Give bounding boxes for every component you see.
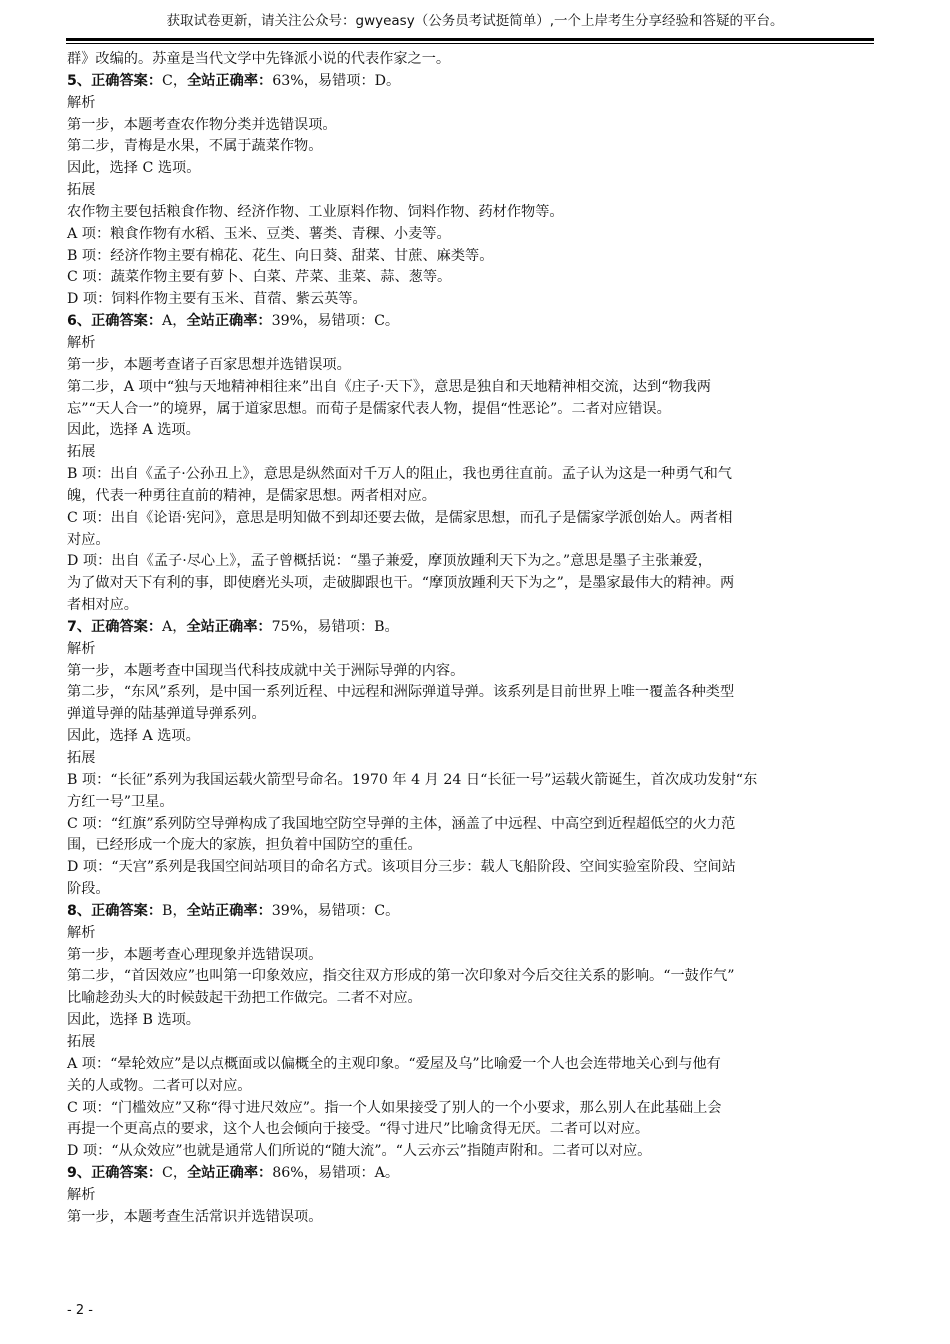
text-line: 方红一号”卫星。 — [67, 793, 174, 810]
text-line: D 项：“天宫”系列是我国空间站项目的命名方式。该项目分三步：载人飞船阶段、空间实验室阶段、空间站 — [67, 859, 736, 876]
accuracy-value: 39%，易错项：C。 — [271, 902, 400, 919]
text-line: 因此，选择 A 选项。 — [67, 728, 200, 745]
text-line: B 项：经济作物主要有棉花、花生、向日葵、甜菜、甘蔗、麻类等。 — [67, 247, 494, 264]
page-header: 获取试卷更新，请关注公众号：gwyeasy（公务员考试挺简单）,一个上岸考生分享经验和答疑的平台。 — [166, 13, 784, 29]
text-line: 第二步，A 项中“独与天地精神相往来”出自《庄子·天下》，意思是独自和天地精神相交流，达到“物我两 — [67, 378, 711, 395]
accuracy-value: 86%，易错项：A。 — [272, 1165, 400, 1182]
text-line: 第二步，青梅是水果，不属于蔬菜作物。 — [67, 138, 323, 155]
text-line: C 项：“门槛效应”又称“得寸进尺效应”。指一个人如果接受了别人的一个小要求，那么别人在此基础上会 — [67, 1099, 722, 1116]
answer-value: A， — [162, 618, 187, 635]
text-line: 对应。 — [67, 531, 110, 548]
answer-line — [67, 901, 875, 923]
text-line: 忘”“天人合一”的境界，属于道家思想。而荀子是儒家代表人物，提倡“性恶论”。二者对应错误。 — [67, 400, 671, 417]
question-number: 7 — [67, 618, 77, 635]
text-line: 比喻趁劲头大的时候鼓起干劲把工作做完。二者不对应。 — [67, 990, 422, 1007]
text-line: 再提一个更高点的要求，这个人也会倾向于接受。“得寸进尺”比喻贪得无厌。二者可以对应。 — [67, 1121, 650, 1138]
text-line: 为了做对天下有利的事，即使磨光头项，走破脚跟也干。“摩顶放踵利天下为之”，是墨家最伟大的精神。两 — [67, 575, 735, 592]
text-line: 阶段。 — [67, 881, 110, 898]
accuracy-value: 39%，易错项：C。 — [271, 313, 400, 330]
text-line: 拓展 — [67, 182, 96, 199]
text-line: 农作物主要包括粮食作物、经济作物、工业原料作物、饲料作物、药材作物等。 — [67, 203, 564, 220]
text-line: 者相对应。 — [67, 597, 138, 614]
accuracy-label: 全站正确率： — [186, 618, 272, 635]
text-line: 拓展 — [67, 444, 96, 461]
text-line: 解析 — [67, 1186, 96, 1203]
text-line: 第二步，“东风”系列，是中国一系列近程、中远程和洲际弹道导弹。该系列是目前世界上唯一覆盖各种类型 — [67, 684, 735, 701]
page-number: - 2 - — [67, 1303, 93, 1318]
text-line: 解析 — [67, 334, 96, 351]
text-line: 第一步，本题考查中国现当代科技成就中关于洲际导弹的内容。 — [67, 662, 465, 679]
question-number: 5 — [67, 72, 77, 89]
answer-value: A， — [162, 313, 187, 330]
text-line: 因此，选择 B 选项。 — [67, 1012, 200, 1029]
header-rule-thick — [66, 38, 874, 41]
answer-line — [67, 71, 875, 93]
text-line: D 项：饲料作物主要有玉米、苜蓿、紫云英等。 — [67, 291, 367, 308]
text-line: 第一步，本题考查诸子百家思想并选错误项。 — [67, 356, 351, 373]
text-line: A 项：“晕轮效应”是以点概面或以偏概全的主观印象。“爱屋及乌”比喻爱一个人也会连带地关心到与他有 — [67, 1055, 721, 1072]
accuracy-label: 全站正确率： — [187, 72, 273, 89]
answer-value: C， — [162, 1165, 188, 1182]
text-line: 解析 — [67, 94, 96, 111]
answer-label: 、正确答案： — [76, 618, 163, 635]
text-line: 关的人或物。二者可以对应。 — [67, 1077, 252, 1094]
text-line: C 项：蔬菜作物主要有萝卜、白菜、芹菜、韭菜、蒜、葱等。 — [67, 269, 452, 286]
text-line: 魄，代表一种勇往直前的精神，是儒家思想。两者相对应。 — [67, 487, 436, 504]
accuracy-label: 全站正确率： — [186, 902, 272, 919]
text-line: C 项：出自《论语·宪问》，意思是明知做不到却还要去做，是儒家思想，而孔子是儒家学派创始人。两者相 — [67, 509, 733, 526]
answer-label: 、正确答案： — [76, 72, 163, 89]
text-line: 解析 — [67, 924, 96, 941]
text-line: 因此，选择 C 选项。 — [67, 160, 201, 177]
text-line: A 项：粮食作物有水稻、玉米、豆类、薯类、青稞、小麦等。 — [67, 225, 451, 242]
text-line: 第一步，本题考查农作物分类并选错误项。 — [67, 116, 337, 133]
text-line: 围，已经形成一个庞大的家族，担负着中国防空的重任。 — [67, 837, 422, 854]
text-line: 解析 — [67, 640, 96, 657]
text-line: B 项：“长征”系列为我国运载火箭型号命名。1970 年 4 月 24 日“长征一号”运载火箭诞生，首次成功发射“东 — [67, 771, 758, 788]
text-line: 因此，选择 A 选项。 — [67, 422, 200, 439]
text-line: 拓展 — [67, 1033, 96, 1050]
question-number: 6 — [67, 313, 77, 330]
header-rule-thin — [66, 43, 874, 44]
accuracy-value: 75%，易错项：B。 — [271, 618, 399, 635]
text-line: B 项：出自《孟子·公孙丑上》，意思是纵然面对千万人的阻止，我也勇往直前。孟子认为这是一种勇气和气 — [67, 466, 732, 483]
text-line: 拓展 — [67, 750, 96, 766]
document-body — [67, 49, 875, 1229]
answer-line — [67, 617, 875, 639]
text-line: D 项：出自《孟子·尽心上》，孟子曾概括说：“墨子兼爱，摩顶放踵利天下为之。”意思是墨子主张兼爱， — [67, 553, 712, 570]
text-line: 群》改编的。苏童是当代文学中先锋派小说的代表作家之一。 — [67, 51, 451, 67]
accuracy-label: 全站正确率： — [187, 1165, 273, 1182]
answer-line — [67, 1163, 875, 1185]
text-line: C 项：“红旗”系列防空导弹构成了我国地空防空导弹的主体，涵盖了中远程、中高空到近程超低空的火力范 — [67, 815, 736, 832]
text-line: 第二步，“首因效应”也叫第一印象效应，指交往双方形成的第一次印象对今后交往关系的影响。“一鼓作气” — [67, 968, 735, 985]
question-number: 8 — [67, 902, 77, 919]
answer-label: 、正确答案： — [76, 313, 163, 330]
answer-label: 、正确答案： — [76, 1165, 163, 1182]
text-line: 弹道导弹的陆基弹道导弹系列。 — [67, 706, 266, 723]
question-number: 9 — [67, 1165, 77, 1182]
answer-value: C， — [162, 72, 188, 89]
text-line: D 项：“从众效应”也就是通常人们所说的“随大流”。“人云亦云”指随声附和。二者可以对应。 — [67, 1143, 652, 1160]
text-line: 第一步，本题考查生活常识并选错误项。 — [67, 1208, 323, 1225]
answer-label: 、正确答案： — [76, 902, 163, 919]
answer-value: B， — [162, 902, 187, 919]
answer-line — [67, 311, 875, 333]
accuracy-value: 63%，易错项：D。 — [272, 72, 401, 89]
text-line: 第一步，本题考查心理现象并选错误项。 — [67, 946, 323, 963]
accuracy-label: 全站正确率： — [186, 313, 272, 330]
